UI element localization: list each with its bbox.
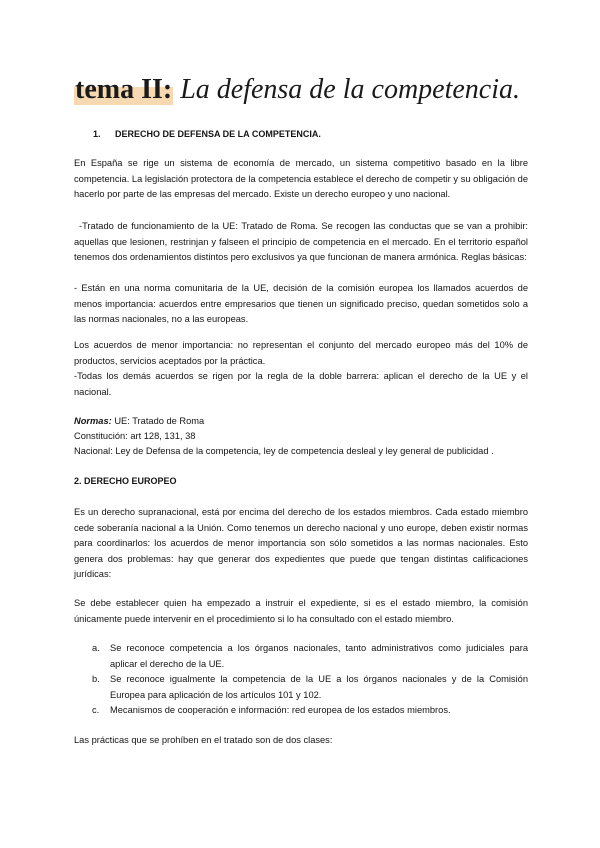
section1-paragraph-3: - Están en una norma comunitaria de la UE, decisión de la comisión europea los llamados acuerdos de menos importancia: acuerdos entre empresarios que tienen un significado preciso, quedan sometidos solo a las normas nacionales, no a las europeas. xyxy=(74,283,528,324)
title-subject: La defensa de la competencia. xyxy=(180,74,521,105)
section2-paragraph-2: Se debe establecer quien ha empezado a instruir el expediente, si es el estado miembro, la comisión únicamente puede intervenir en el procedimiento si lo ha consultado con el estado miembro. xyxy=(74,598,528,624)
section1-number: 1. xyxy=(93,129,101,139)
section2-heading: 2. DERECHO EUROPEO xyxy=(74,476,177,486)
list-marker: a. xyxy=(92,643,100,653)
list-marker: b. xyxy=(92,674,100,684)
list-marker: c. xyxy=(92,705,100,715)
section1-heading xyxy=(93,127,547,143)
list-item xyxy=(86,672,528,703)
section2-paragraph-3: Las prácticas que se prohíben en el tratado son de dos clases: xyxy=(74,735,333,745)
page-title xyxy=(74,74,520,106)
list-item xyxy=(86,641,528,672)
normas-text: UE: Tratado de Roma xyxy=(114,416,205,426)
section1-paragraph-1: En España se rige un sistema de economía de mercado, un sistema competitivo basado en la libre competencia. La legislación protectora de la competencia establece el derecho de competir y su obligación de hacerlo por parte de las empresas del mercado. Existe un derecho europeo y uno nacional. xyxy=(74,158,528,199)
list-item xyxy=(86,703,528,719)
list-item-text: Se reconoce igualmente la competencia de la UE a los órganos nacionales y de la Comisión Europea para aplicación de los artículos 101 y 102. xyxy=(110,674,528,700)
constitucion-line: Constitución: art 128, 131, 38 xyxy=(74,431,196,441)
list-item-text: Mecanismos de cooperación e información: red europea de los estados miembros. xyxy=(110,705,451,715)
section1-paragraph-4: Los acuerdos de menor importancia: no representan el conjunto del mercado europeo más del 10% de productos, servicios aceptados por la práctica. xyxy=(74,340,528,366)
section1-paragraph-2: -Tratado de funcionamiento de la UE: Tratado de Roma. Se recogen las conductas que se van a prohibir: aquellas que lesionen, restrinjan y falseen el principio de competencia en el mercado. En el territorio español tenemos dos ordenamientos distintos pero exclusivos ya que funcionan de manera armónica. Reglas básicas: xyxy=(74,221,528,262)
section2-paragraph-1: Es un derecho supranacional, está por encima del derecho de los estados miembros. Cada estado miembro cede soberanía nacional a la Unión. Como tenemos un derecho nacional y uno europe, deben existir normas para coordinarlos: los acuerdos de menor importancia son sólo sometidos a las normas nacionales. Esto genera dos problemas: hay que generar dos expedientes que puede que tengan distintas calificaciones jurídicas: xyxy=(74,507,528,579)
section2-list xyxy=(86,641,528,719)
list-item-text: Se reconoce competencia a los órganos nacionales, tanto administrativos como judiciales para aplicar el derecho de la UE. xyxy=(110,643,528,669)
normas-label: Normas: xyxy=(74,416,112,426)
section1-heading-text: DERECHO DE DEFENSA DE LA COMPETENCIA. xyxy=(115,129,321,139)
nacional-line: Nacional: Ley de Defensa de la competencia, ley de competencia desleal y ley general de publicidad . xyxy=(74,446,494,456)
title-tema: tema II: xyxy=(75,74,173,105)
section1-paragraph-5: -Todas los demás acuerdos se rigen por la regla de la doble barrera: aplican el derecho de la UE y el nacional. xyxy=(74,371,528,397)
normas-line xyxy=(74,414,528,430)
